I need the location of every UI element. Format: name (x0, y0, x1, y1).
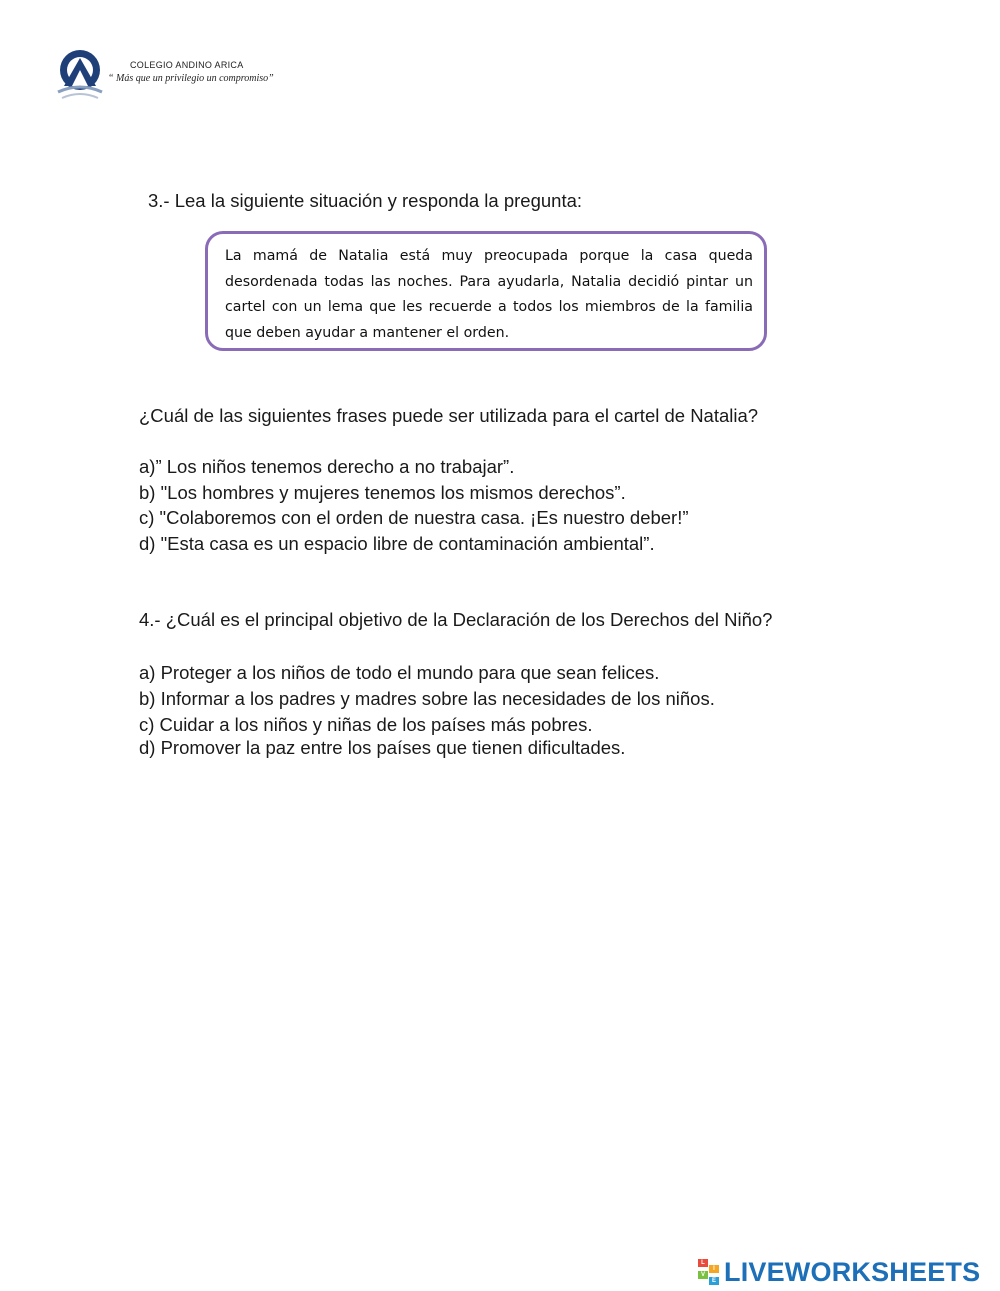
liveworksheets-cubes-icon (698, 1259, 720, 1285)
story-box (205, 231, 767, 351)
question-4-option-d[interactable]: d) Promover la paz entre los países que tienen dificultades. (139, 737, 626, 758)
cube-l: L (698, 1259, 708, 1267)
question-3-option-c[interactable]: c) "Colaboremos con el orden de nuestra casa. ¡Es nuestro deber!” (139, 507, 689, 528)
school-name: COLEGIO ANDINO ARICA (130, 60, 244, 70)
liveworksheets-logo (698, 1257, 998, 1287)
story-text: La mamá de Natalia está muy preocupada porque la casa queda desordenada todas las noches. Para ayudarla, Natalia decidió pintar un cartel con un lema que les recuerde a todos los miembros de la familia que deben ayudar a mantener el orden. (225, 248, 753, 341)
school-motto: “ Más que un privilegio un compromiso” (108, 73, 274, 84)
cube-v: V (698, 1271, 708, 1279)
question-3-prompt: ¿Cuál de las siguientes frases puede ser utilizada para el cartel de Natalia? (139, 405, 759, 426)
question-4-title: 4.- ¿Cuál es el principal objetivo de la Declaración de los Derechos del Niño? (139, 609, 773, 630)
school-logo (56, 46, 108, 104)
cube-e: E (709, 1277, 719, 1285)
cube-i: I (709, 1265, 719, 1273)
question-3-option-d[interactable]: d) "Esta casa es un espacio libre de contaminación ambiental”. (139, 533, 655, 554)
question-4-option-b[interactable]: b) Informar a los padres y madres sobre las necesidades de los niños. (139, 688, 715, 709)
liveworksheets-brand: LIVEWORKSHEETS (724, 1257, 981, 1287)
question-3-option-b[interactable]: b) "Los hombres y mujeres tenemos los mismos derechos”. (139, 482, 626, 503)
question-4-option-a[interactable]: a) Proteger a los niños de todo el mundo para que sean felices. (139, 662, 660, 683)
question-3-option-a[interactable]: a)” Los niños tenemos derecho a no trabajar”. (139, 456, 515, 477)
question-4-option-c[interactable]: c) Cuidar a los niños y niñas de los países más pobres. (139, 714, 593, 735)
question-3-title: 3.- Lea la siguiente situación y responda la pregunta: (148, 190, 583, 211)
